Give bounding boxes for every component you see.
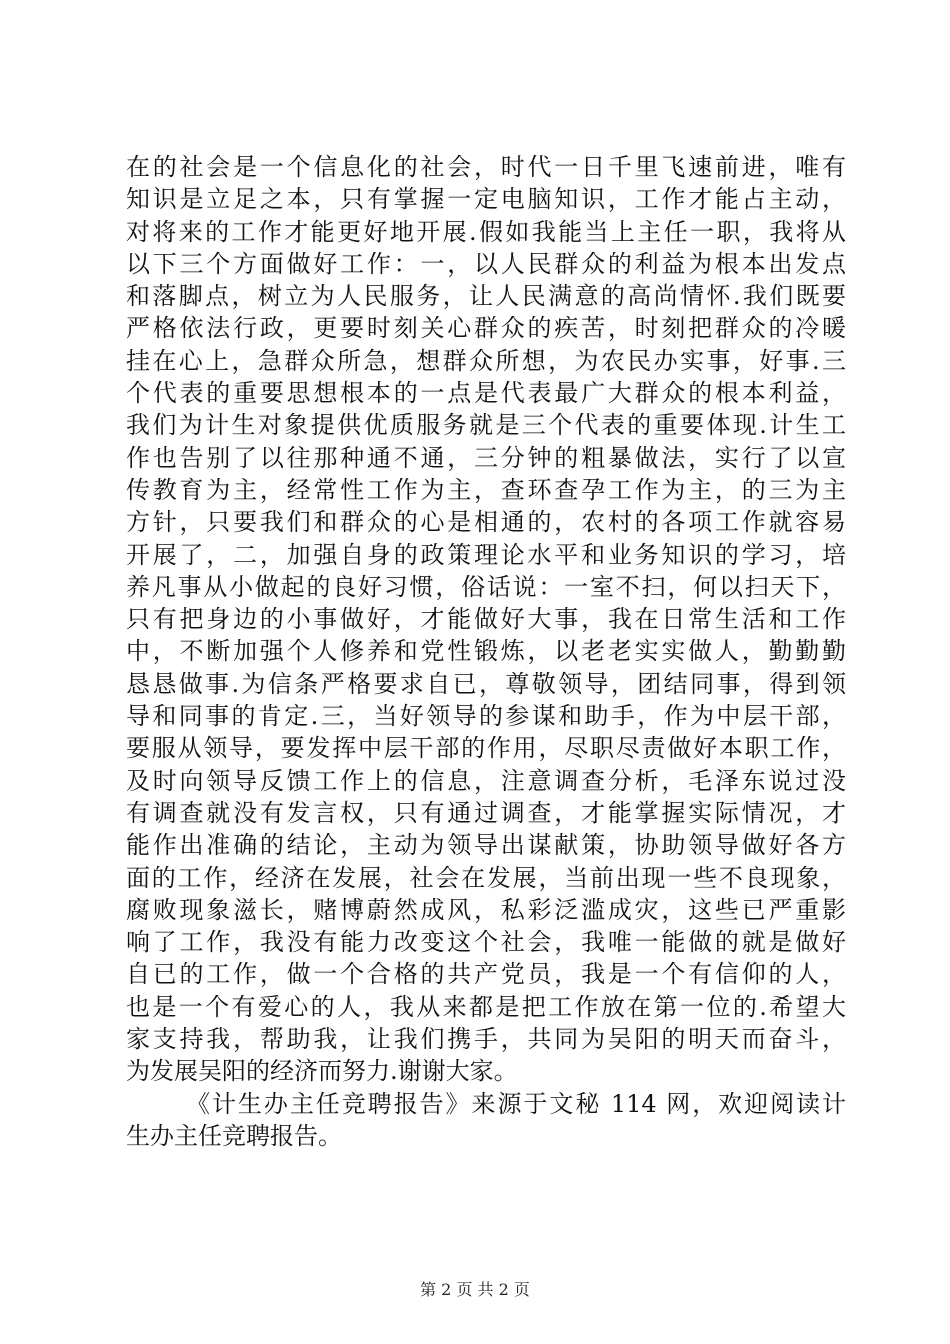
paragraph-1-line: 及时向领导反馈工作上的信息，注意调查分析，毛泽东说过没 — [126, 766, 846, 795]
paragraph-1-line: 和落脚点，树立为人民服务，让人民满意的高尚情怀.我们既要 — [126, 282, 846, 311]
paragraph-1-line: 恳恳做事.为信条严格要求自已，尊敬领导，团结同事，得到领 — [126, 669, 846, 698]
paragraph-1-line: 也是一个有爱心的人，我从来都是把工作放在第一位的.希望大 — [126, 992, 846, 1021]
paragraph-1-line: 知识是立足之本，只有掌握一定电脑知识，工作才能占主动， — [126, 185, 846, 214]
paragraph-1-line: 开展了，二，加强自身的政策理论水平和业务知识的学习，培 — [126, 540, 846, 569]
paragraph-2-line: 《计生办主任竞聘报告》来源于文秘 114 网，欢迎阅读计 — [186, 1089, 846, 1118]
paragraph-1-line: 面的工作，经济在发展，社会在发展，当前出现一些不良现象， — [126, 863, 846, 892]
paragraph-1-line: 挂在心上，急群众所急，想群众所想，为农民办实事，好事.三 — [126, 346, 846, 375]
paragraph-1-line: 能作出准确的结论，主动为领导出谋献策，协助领导做好各方 — [126, 831, 846, 860]
paragraph-1-line: 方针，只要我们和群众的心是相通的，农村的各项工作就容易 — [126, 508, 846, 537]
paragraph-1-line: 只有把身边的小事做好，才能做好大事，我在日常生活和工作 — [126, 605, 846, 634]
paragraph-1-line: 我们为计生对象提供优质服务就是三个代表的重要体现.计生工 — [126, 411, 846, 440]
paragraph-1-line: 在的社会是一个信息化的社会，时代一日千里飞速前进，唯有 — [126, 153, 846, 181]
paragraph-1-line: 作也告别了以往那种通不通，三分钟的粗暴做法，实行了以宣 — [126, 443, 846, 472]
paragraph-1-line: 严格依法行政，更要时刻关心群众的疾苦，时刻把群众的冷暖 — [126, 314, 846, 343]
paragraph-2-line: 生办主任竞聘报告。 — [126, 1121, 342, 1150]
paragraph-1-line: 为发展吴阳的经济而努力.谢谢大家。 — [126, 1057, 518, 1086]
paragraph-1-line: 家支持我，帮助我，让我们携手，共同为吴阳的明天而奋斗， — [126, 1025, 846, 1054]
paragraph-1-line: 对将来的工作才能更好地开展.假如我能当上主任一职，我将从 — [126, 217, 846, 246]
paragraph-1-line: 个代表的重要思想根本的一点是代表最广大群众的根本利益， — [126, 379, 846, 408]
document-body — [126, 151, 846, 1152]
paragraph-1-line: 导和同事的肯定.三，当好领导的参谋和助手，作为中层干部， — [126, 702, 846, 731]
paragraph-1-line: 有调查就没有发言权，只有通过调查，才能掌握实际情况，才 — [126, 798, 846, 827]
paragraph-1-line: 腐败现象滋长，赌博蔚然成风，私彩泛滥成灾，这些已严重影 — [126, 895, 846, 924]
paragraph-1-line: 中，不断加强个人修养和党性锻炼，以老老实实做人，勤勤勤 — [126, 637, 846, 666]
paragraph-1-line: 传教育为主，经常性工作为主，查环查孕工作为主，的三为主 — [126, 475, 846, 504]
paragraph-1-line: 自已的工作，做一个合格的共产党员，我是一个有信仰的人， — [126, 960, 846, 989]
page-footer: 第 2 页 共 2 页 — [420, 1280, 530, 1299]
paragraph-1-line: 响了工作，我没有能力改变这个社会，我唯一能做的就是做好 — [126, 928, 846, 957]
paragraph-1-line: 养凡事从小做起的良好习惯，俗话说：一室不扫，何以扫天下， — [126, 572, 846, 601]
paragraph-1-line: 以下三个方面做好工作：一，以人民群众的利益为根本出发点 — [126, 249, 846, 278]
paragraph-1-line: 要服从领导，要发挥中层干部的作用，尽职尽责做好本职工作， — [126, 734, 846, 763]
